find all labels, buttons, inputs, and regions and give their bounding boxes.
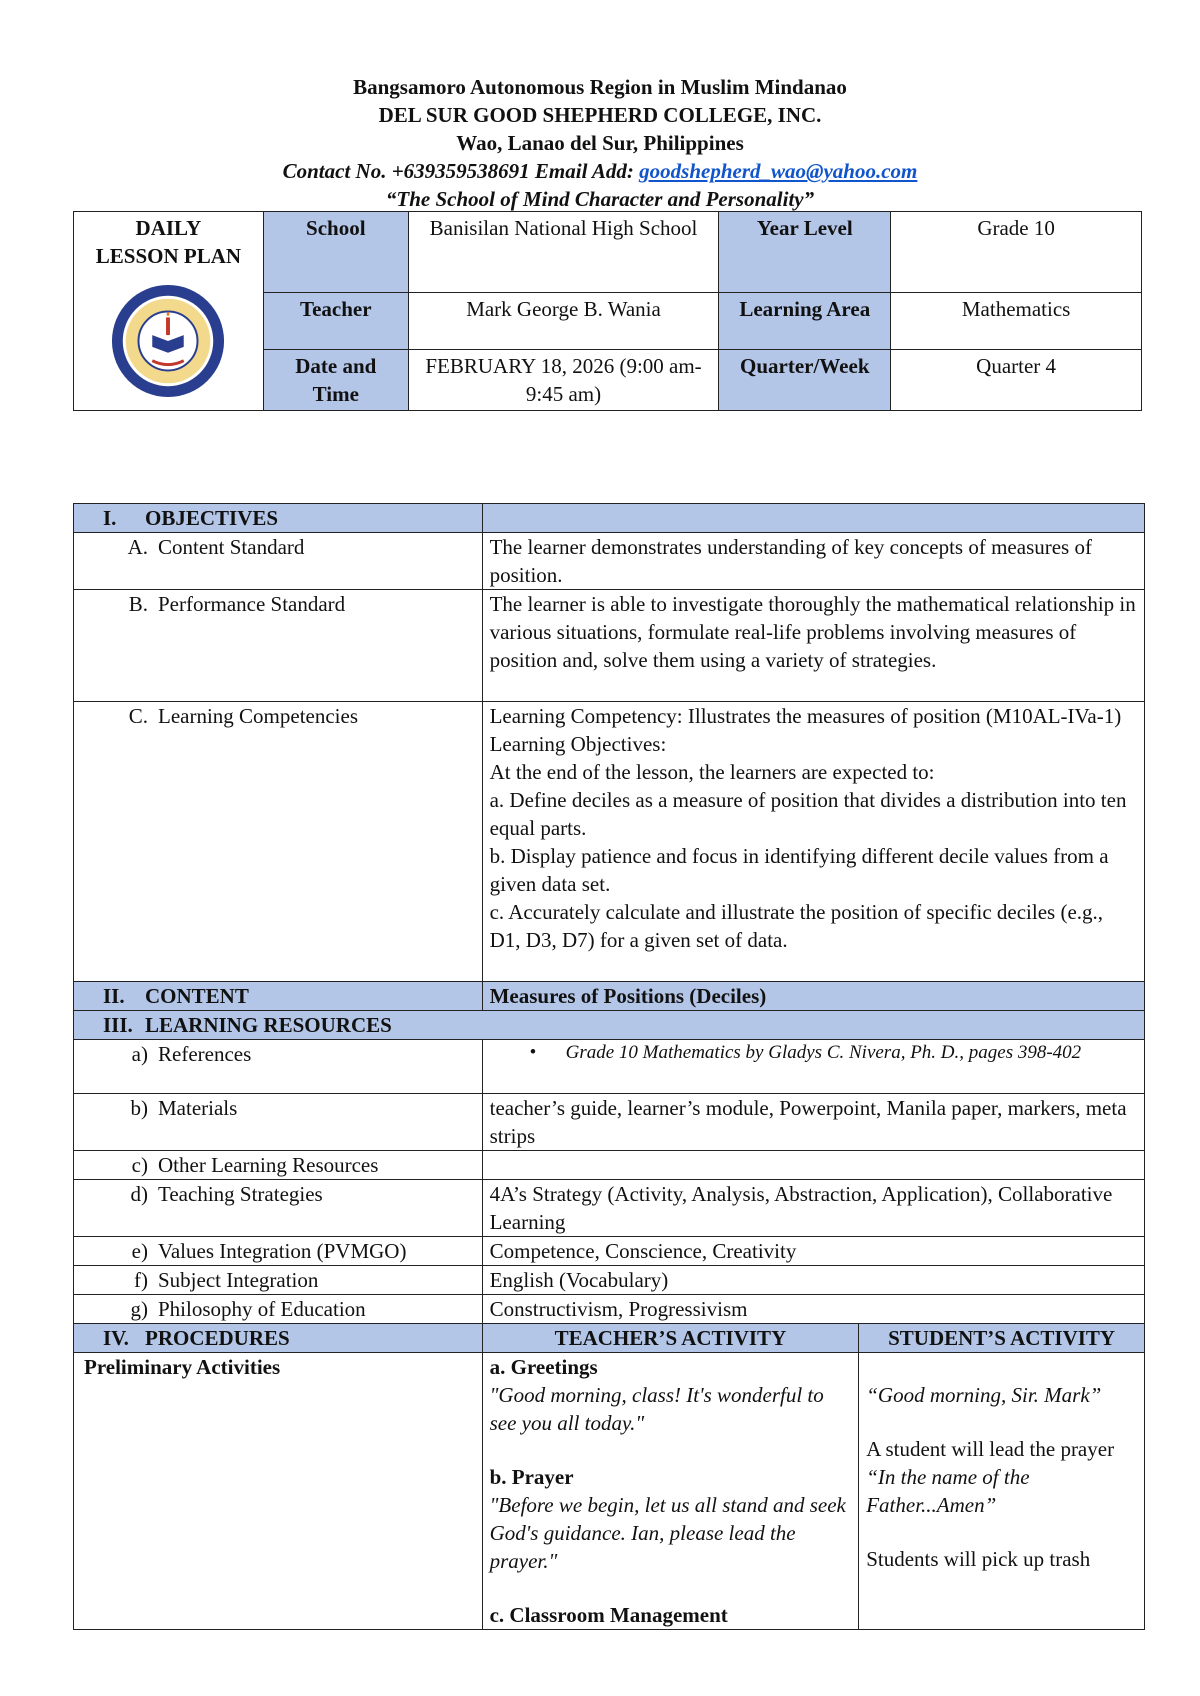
content-value: Measures of Positions (Deciles): [482, 982, 1144, 1011]
classroom-student: Students will pick up trash: [866, 1547, 1091, 1571]
teacher-activity-cell: [482, 1353, 859, 1630]
performance-standard-text: The learner is able to investigate thoroughly the mathematical relationship in various situations, formulate real-life problems involving measures of position and, solve them using a variety of strategies.: [482, 590, 1144, 702]
philosophy-label: g) Philosophy of Education: [74, 1295, 483, 1324]
competency-line: Learning Competency: Illustrates the measures of position (M10AL-IVa-1): [489, 704, 1122, 728]
objectives-header-blank: [482, 504, 1144, 533]
materials-row: [74, 1094, 1145, 1151]
competency-line: c. Accurately calculate and illustrate the position of specific deciles (e.g., D1, D3, D7) for a given set of data.: [489, 900, 1104, 952]
performance-standard-label: B. Performance Standard: [74, 590, 483, 702]
header-college: DEL SUR GOOD SHEPHERD COLLEGE, INC.: [378, 103, 822, 127]
year-level-value: Grade 10: [891, 212, 1142, 293]
year-level-label: Year Level: [719, 212, 891, 293]
email-link[interactable]: goodshepherd_wao@yahoo.com: [639, 159, 918, 183]
dlp-title-cell: [74, 212, 264, 411]
school-value: Banisilan National High School: [408, 212, 719, 293]
contact-text: Contact No. +639359538691 Email Add:: [282, 159, 640, 183]
prayer-student-plain: A student will lead the prayer: [866, 1437, 1115, 1461]
lesson-info-table: [73, 211, 1142, 411]
objectives-row: [74, 504, 1145, 533]
header-motto: “The School of Mind Character and Personality”: [385, 187, 815, 211]
learning-competencies-row: [74, 702, 1145, 982]
learning-competencies-text: [482, 702, 1144, 982]
subject-row: [74, 1266, 1145, 1295]
competency-line: At the end of the lesson, the learners are expected to:: [489, 760, 935, 784]
materials-text: teacher’s guide, learner’s module, Powerpoint, Manila paper, markers, meta strips: [482, 1094, 1144, 1151]
competency-line: b. Display patience and focus in identifying different decile values from a given data set.: [489, 844, 1109, 896]
references-label: a) References: [74, 1040, 483, 1094]
philosophy-row: [74, 1295, 1145, 1324]
content-standard-text: The learner demonstrates understanding of key concepts of measures of position.: [482, 533, 1144, 590]
lesson-content-table: [73, 503, 1145, 1630]
materials-label: b) Materials: [74, 1094, 483, 1151]
philosophy-text: Constructivism, Progressivism: [482, 1295, 1144, 1324]
values-label: e) Values Integration (PVMGO): [74, 1237, 483, 1266]
content-row: [74, 982, 1145, 1011]
prayer-teacher: "Before we begin, let us all stand and seek God's guidance. Ian, please lead the prayer.": [489, 1493, 846, 1573]
strategies-row: [74, 1180, 1145, 1237]
resources-row: [74, 1011, 1145, 1040]
quarter-value: Quarter 4: [891, 350, 1142, 411]
values-row: [74, 1237, 1145, 1266]
learning-competencies-label: C. Learning Competencies: [74, 702, 483, 982]
date-label: Date and Time: [263, 350, 408, 411]
preliminary-row: [74, 1353, 1145, 1630]
content-standard-row: [74, 533, 1145, 590]
preliminary-label: Preliminary Activities: [74, 1353, 483, 1630]
subject-label: f) Subject Integration: [74, 1266, 483, 1295]
other-resources-row: [74, 1151, 1145, 1180]
other-resources-label: c) Other Learning Resources: [74, 1151, 483, 1180]
performance-standard-row: [74, 590, 1145, 702]
greetings-student: “Good morning, Sir. Mark”: [866, 1383, 1102, 1407]
date-value: FEBRUARY 18, 2026 (9:00 am-9:45 am): [408, 350, 719, 411]
resources-header: III. LEARNING RESOURCES: [74, 1011, 1145, 1040]
student-activity-header: STUDENT’S ACTIVITY: [859, 1324, 1145, 1353]
reference-item: Grade 10 Mathematics by Gladys C. Nivera, Ph. D., pages 398-402: [565, 1042, 1082, 1063]
header-contact: [0, 158, 1200, 184]
learning-area-label: Learning Area: [719, 293, 891, 350]
content-header: II. CONTENT: [74, 982, 483, 1011]
other-resources-text: [482, 1151, 1144, 1180]
bullet-icon: •: [529, 1042, 537, 1063]
references-text: [482, 1040, 1144, 1094]
competency-line: a. Define deciles as a measure of position that divides a distribution into ten equal parts.: [489, 788, 1127, 840]
school-seal-icon: [109, 282, 227, 400]
content-standard-label: A. Content Standard: [74, 533, 483, 590]
school-label: School: [263, 212, 408, 293]
learning-area-value: Mathematics: [891, 293, 1142, 350]
dlp-title-line1: DAILY: [135, 216, 202, 240]
prayer-student-italic: “In the name of the Father...Amen”: [866, 1465, 1030, 1517]
references-row: [74, 1040, 1145, 1094]
teacher-label: Teacher: [263, 293, 408, 350]
greetings-title: a. Greetings: [489, 1355, 598, 1379]
dlp-title-line2: LESSON PLAN: [95, 244, 242, 268]
subject-text: English (Vocabulary): [482, 1266, 1144, 1295]
procedures-row: [74, 1324, 1145, 1353]
procedures-header: IV. PROCEDURES: [74, 1324, 483, 1353]
student-activity-cell: [859, 1353, 1145, 1630]
header-address: Wao, Lanao del Sur, Philippines: [456, 131, 744, 155]
strategies-text: 4A’s Strategy (Activity, Analysis, Abstraction, Application), Collaborative Learning: [482, 1180, 1144, 1237]
objectives-num: I.: [103, 506, 117, 530]
greetings-teacher: "Good morning, class! It's wonderful to see you all today.": [489, 1383, 824, 1435]
classroom-title: c. Classroom Management: [489, 1603, 728, 1627]
quarter-label: Quarter/Week: [719, 350, 891, 411]
teacher-value: Mark George B. Wania: [408, 293, 719, 350]
competency-line: Learning Objectives:: [489, 732, 667, 756]
header-region: Bangsamoro Autonomous Region in Muslim Mindanao: [353, 75, 847, 99]
objectives-title: OBJECTIVES: [145, 506, 279, 530]
values-text: Competence, Conscience, Creativity: [482, 1237, 1144, 1266]
teacher-activity-header: TEACHER’S ACTIVITY: [482, 1324, 859, 1353]
prayer-title: b. Prayer: [489, 1465, 574, 1489]
objectives-header: [74, 504, 483, 533]
strategies-label: d) Teaching Strategies: [74, 1180, 483, 1237]
